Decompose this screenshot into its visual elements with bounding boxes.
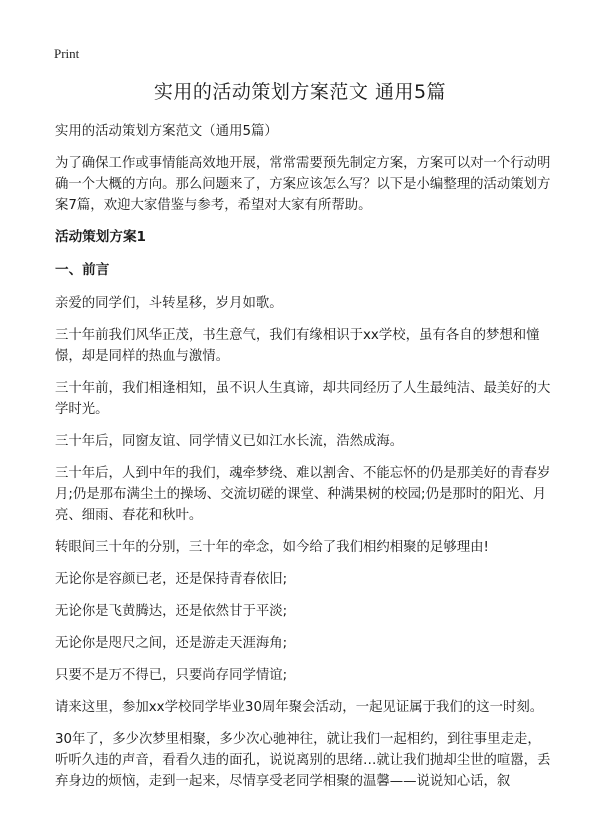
print-link[interactable]: Print	[54, 46, 80, 61]
body-paragraph: 无论你是飞黄腾达，还是依然甘于平淡;	[55, 604, 288, 619]
body-paragraph: 无论你是咫尺之间，还是游走天涯海角;	[55, 636, 288, 651]
document-body	[55, 121, 553, 803]
body-paragraph: 转眼间三十年的分别，三十年的牵念，如今给了我们相约相聚的足够理由!	[55, 540, 489, 555]
body-paragraph: 三十年前我们风华正茂，书生意气，我们有缘相识于xx学校，虽有各自的梦想和憧憬，却是同样的热血与激情。	[55, 328, 540, 364]
body-paragraph: 30年了，多少次梦里相聚，多少次心驰神往，就让我们一起相约，到往事里走走，听听久违的声音，看看久违的面孔，说说离别的思绪…就让我们抛却尘世的喧嚣，丢弃身边的烦恼，走到一起来，尽情享受老同学相聚的温馨——说说知心话，叙	[55, 732, 551, 789]
body-paragraph: 三十年后，人到中年的我们，魂牵梦绕、难以割舍、不能忘怀的仍是那美好的青春岁月;仍是那布满尘土的操场、交流切磋的课堂、种满果树的校园;仍是那时的阳光、月亮、细雨、春花和秋叶。	[55, 466, 551, 523]
document-subtitle: 实用的活动策划方案范文（通用5篇）	[55, 124, 278, 139]
section-heading: 活动策划方案1	[55, 229, 147, 245]
body-paragraph: 三十年后，同窗友谊、同学情义已如江水长流，浩然成海。	[55, 434, 404, 449]
body-paragraph: 请来这里，参加xx学校同学毕业30周年聚会活动，一起见证属于我们的这一时刻。	[55, 700, 544, 715]
body-paragraph: 三十年前，我们相逢相知，虽不识人生真谛，却共同经历了人生最纯洁、最美好的大学时光。	[55, 381, 551, 417]
body-paragraph: 只要不是万不得已，只要尚存同学情谊;	[55, 668, 288, 683]
subsection-heading: 一、前言	[55, 262, 110, 278]
intro-paragraph: 为了确保工作或事情能高效地开展，常常需要预先制定方案，方案可以对一个行动明确一个大概的方向。那么问题来了，方案应该怎么写？以下是小编整理的活动策划方案7篇，欢迎大家借鉴与参考，希望对大家有所帮助。	[55, 156, 551, 213]
body-paragraph: 无论你是容颜已老，还是保持青春依旧;	[55, 572, 288, 587]
document-title: 实用的活动策划方案范文 通用5篇	[153, 81, 447, 103]
body-paragraph: 亲爱的同学们，斗转星移，岁月如歌。	[55, 296, 283, 311]
